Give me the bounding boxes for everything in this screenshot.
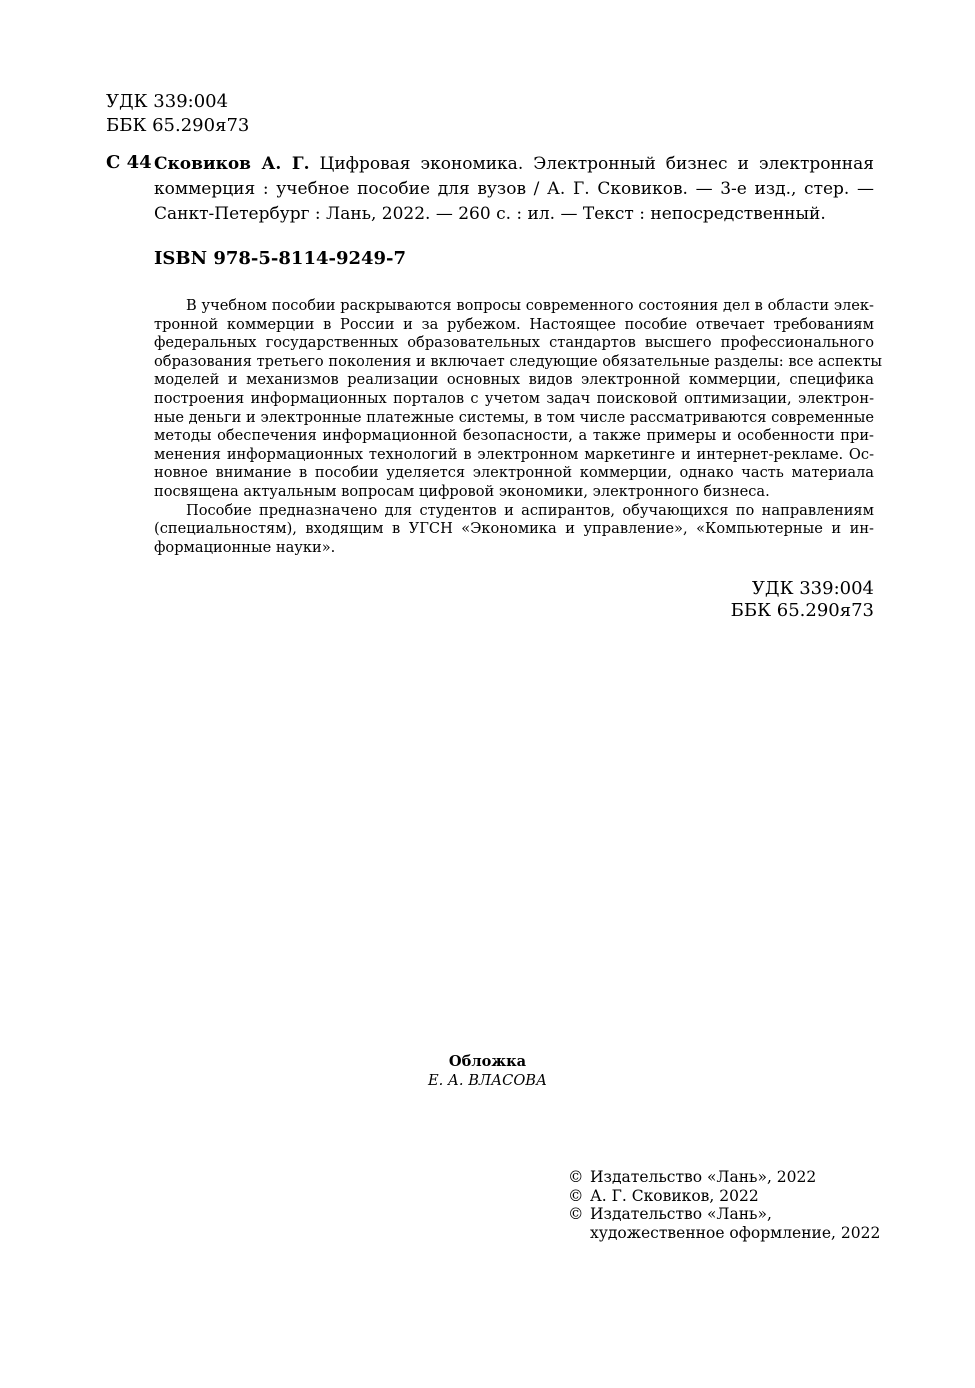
udk-code: УДК 339:004: [751, 578, 874, 599]
abstract-line: моделей и механизмов реализации основных видов электронной коммерции, специфика: [154, 371, 874, 389]
abstract-line: образования третьего поколения и включает следующие обязательные разделы: все аспекты: [154, 352, 883, 370]
udk-code: УДК 339:004: [106, 91, 229, 112]
bibliographic-record: [154, 152, 874, 227]
cover-artist: Е. А. ВЛАСОВА: [427, 1072, 548, 1089]
copyright-notices: [568, 1168, 880, 1242]
book-title: Цифровая экономика. Электронный бизнес и электронная: [309, 154, 874, 174]
copyright-line: © Издательство «Лань», 2022: [568, 1168, 817, 1186]
abstract-line: В учебном пособии раскрываются вопросы современного состояния дел в области элек-: [186, 297, 874, 314]
abstract-line: новное внимание в пособии уделяется электронной коммерции, однако часть материала: [154, 464, 874, 482]
bib-line-1: [154, 152, 874, 177]
bbk-code: ББК 65.290я73: [730, 600, 874, 621]
copyright-symbol: ©: [568, 1205, 584, 1223]
catalog-codes-bottom: [731, 578, 874, 622]
author-name: Сковиков А. Г.: [154, 154, 310, 174]
abstract-line: федеральных государственных образовательных стандартов высшего профессионального: [154, 334, 874, 352]
abstract-line: менения информационных технологий в электронном маркетинге и интернет-рекламе. Ос-: [154, 445, 874, 463]
abstract-line: Пособие предназначено для студентов и аспирантов, обучающихся по направлениям: [186, 501, 874, 519]
bbk-code: ББК 65.290я73: [106, 115, 250, 136]
abstract-line: ные деньги и электронные платежные системы, в том числе рассматриваются современные: [154, 408, 874, 426]
cover-label: Обложка: [448, 1053, 527, 1070]
copyright-line-continued: художественное оформление, 2022: [590, 1223, 881, 1242]
copyright-line: © Издательство «Лань»,: [568, 1205, 772, 1223]
bib-line-3: Санкт-Петербург : Лань, 2022. — 260 с. : ил. — Текст : непосредственный.: [154, 204, 826, 224]
author-sign-code: С 44: [106, 152, 152, 173]
cover-credit: [0, 1052, 975, 1090]
abstract-line: формационные науки».: [154, 538, 336, 556]
abstract-line: построения информационных порталов с учетом задач поисковой оптимизации, электрон-: [154, 389, 874, 407]
copyright-line: © А. Г. Сковиков, 2022: [568, 1186, 759, 1205]
bib-line-2: коммерция : учебное пособие для вузов / А. Г. Сковиков. — 3-е изд., стер. —: [154, 179, 874, 199]
abstract-line: (специальностям), входящим в УГСН «Экономика и управление», «Компьютерные и ин-: [154, 520, 874, 538]
copyright-symbol: ©: [568, 1186, 584, 1205]
copyright-symbol: ©: [568, 1168, 584, 1186]
abstract-line: методы обеспечения информационной безопасности, а также примеры и особенности при-: [154, 427, 874, 445]
catalog-codes-top: [106, 90, 249, 138]
isbn: ISBN 978-5-8114-9249-7: [154, 248, 407, 269]
abstract: [154, 297, 883, 557]
abstract-line: посвящена актуальным вопросам цифровой экономики, электронного бизнеса.: [154, 482, 770, 500]
abstract-line: тронной коммерции в России и за рубежом. Настоящее пособие отвечает требованиям: [154, 315, 874, 333]
